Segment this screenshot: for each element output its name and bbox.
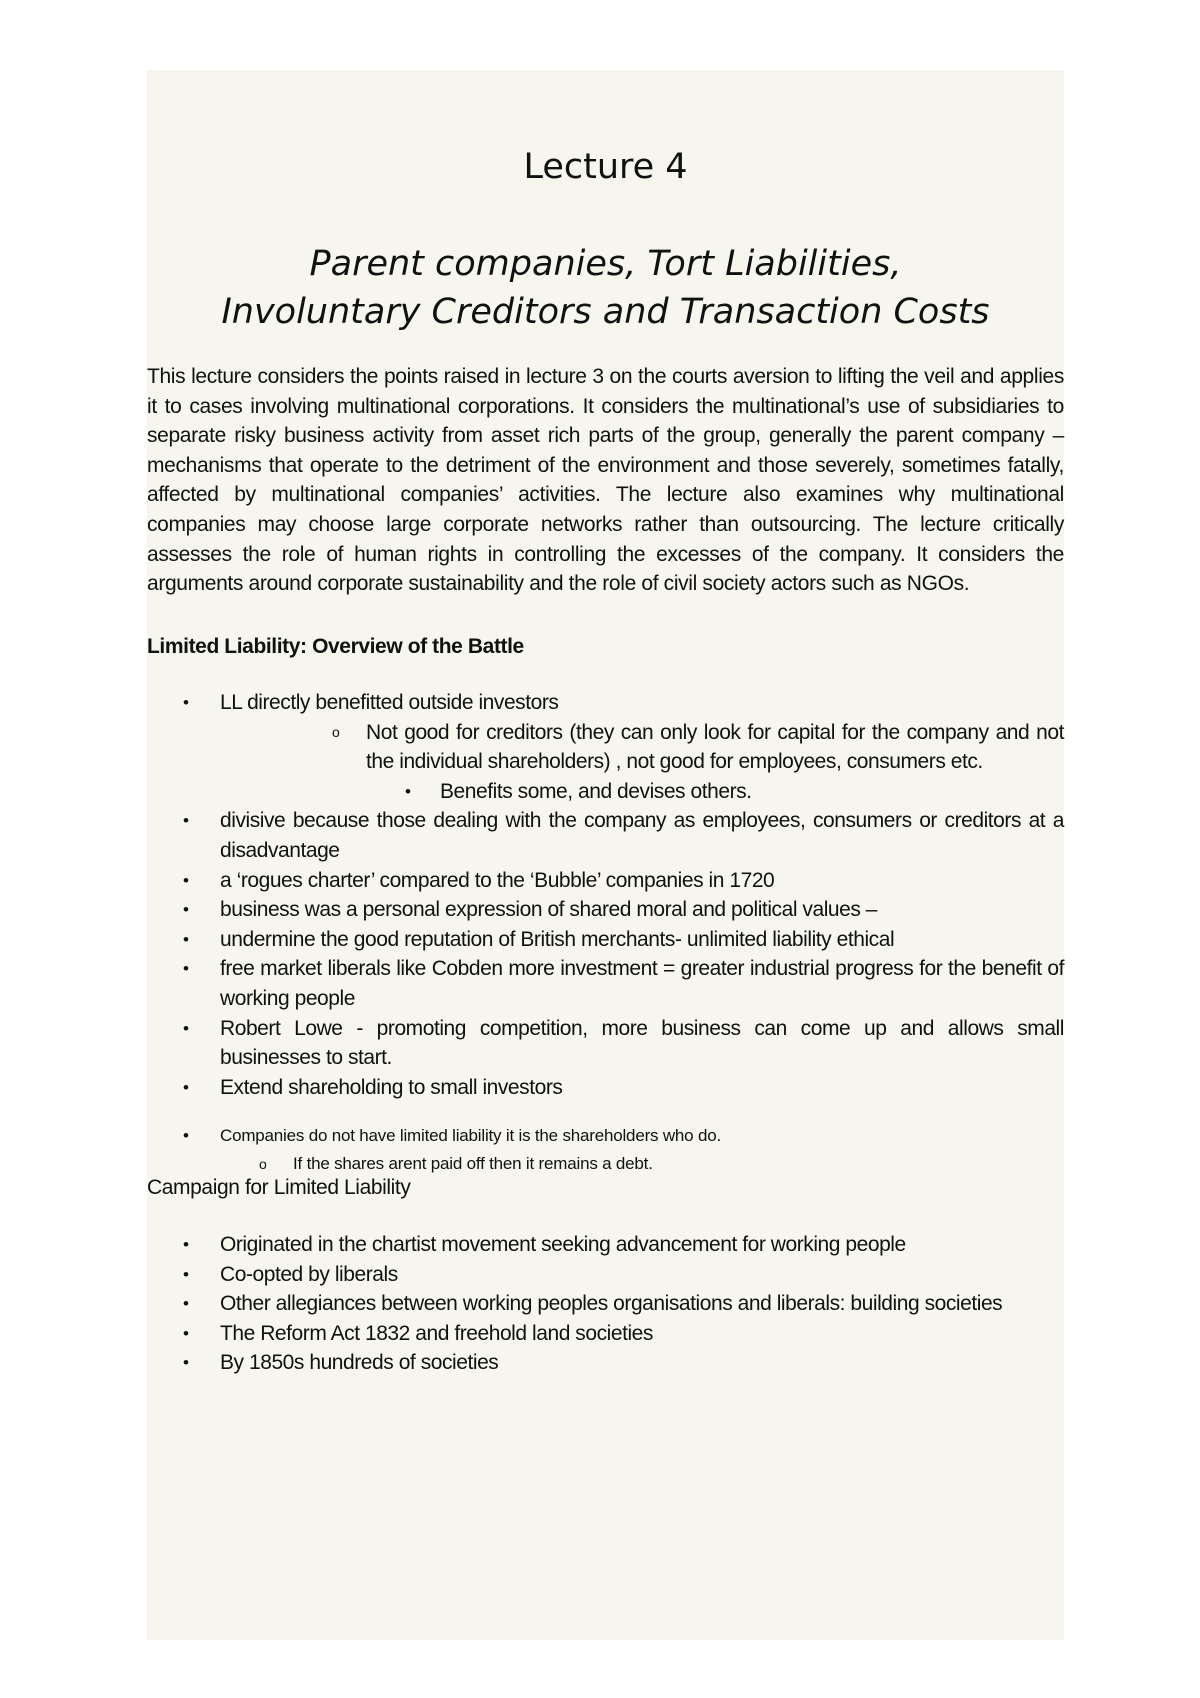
list-item: • divisive because those dealing with the company as employees, consumers or creditors at a disadvantage (147, 806, 1064, 865)
bullet-icon: • (183, 1353, 189, 1373)
lecture-subtitle (147, 240, 1064, 336)
bullet-icon: • (183, 1235, 189, 1254)
list-item: • Originated in the chartist movement seeking advancement for working people (147, 1230, 1064, 1260)
bullet-icon: • (183, 1077, 189, 1097)
bullet-icon: • (183, 1294, 189, 1314)
lecture-title: Lecture 4 (523, 147, 688, 187)
campaign-list (147, 1230, 1064, 1378)
bullet-icon: • (405, 781, 411, 801)
bullet-icon: • (183, 900, 189, 920)
bullet-icon: • (183, 1264, 189, 1284)
bullet-icon: • (183, 929, 189, 949)
section-heading-campaign: Campaign for Limited Liability (147, 1176, 411, 1199)
bullet-icon: • (183, 1018, 189, 1038)
list-item: • Extend shareholding to small investors (147, 1073, 1064, 1103)
list-item: • By 1850s hundreds of societies (147, 1348, 1064, 1378)
subtitle-line-1: Parent companies, Tort Liabilities, (309, 244, 902, 284)
bullet-icon: • (183, 1126, 189, 1146)
list-item: • free market liberals like Cobden more investment = greater industrial progress for the benefit of working people (147, 954, 1064, 1013)
section-heading-limited-liability: Limited Liability: Overview of the Battle (147, 635, 524, 658)
bullet-icon: • (183, 693, 189, 712)
intro-paragraph: This lecture considers the points raised in lecture 3 on the courts aversion to lifting the veil and applies it to cases involving multinational corporations. It considers the multinational’s use of subsidiaries to separate risky business activity from asset rich parts of the group, generally the parent company – mechanisms that operate to the detriment of the environment and those severely, sometimes fatally, affected by multinational companies’ activities. The lecture also examines why multinational companies may choose large corporate networks rather than outsourcing. The lecture critically assesses the role of human rights in controlling the excesses of the company. It considers the arguments around corporate sustainability and the role of civil society actors such as NGOs. (147, 365, 1064, 596)
bullet-icon: • (183, 1323, 189, 1343)
list-gap (147, 1102, 1064, 1122)
bullet-icon: • (183, 959, 189, 979)
list-item: • a ‘rogues charter’ compared to the ‘Bubble’ companies in 1720 (147, 866, 1064, 896)
list-item: • Other allegiances between working peoples organisations and liberals: building societies (147, 1289, 1064, 1319)
list-item: • LL directly benefitted outside investors o Not good for creditors (they can only look for capital for the company and not the individual shareholders) , not good for employees, consumers etc. • Benefits some, and devises others. (147, 688, 1064, 806)
list-item: • undermine the good reputation of British merchants- unlimited liability ethical (147, 925, 1064, 955)
document-page (147, 70, 1064, 1640)
list-item: • business was a personal expression of shared moral and political values – (147, 895, 1064, 925)
circle-bullet-icon: o (332, 723, 340, 740)
list-item: • Companies do not have limited liability it is the shareholders who do. o If the shares arent paid off then it remains a debt. (147, 1122, 1064, 1178)
list-item: o Not good for creditors (they can only look for capital for the company and not the individual shareholders) , not good for employees, consumers etc. • Benefits some, and devises others. (220, 718, 1064, 807)
subtitle-line-2: Involuntary Creditors and Transaction Costs (221, 292, 990, 332)
limited-liability-list (147, 688, 1064, 1178)
list-item: o If the shares arent paid off then it remains a debt. (147, 1150, 1064, 1178)
list-item: • The Reform Act 1832 and freehold land societies (147, 1319, 1064, 1349)
bullet-icon: • (183, 870, 189, 890)
list-item: • Robert Lowe - promoting competition, more business can come up and allows small businesses to start. (147, 1014, 1064, 1073)
circle-bullet-icon: o (259, 1156, 267, 1173)
bullet-icon: • (183, 811, 189, 831)
list-item: • Benefits some, and devises others. (220, 777, 1064, 807)
list-item: • Co-opted by liberals (147, 1260, 1064, 1290)
